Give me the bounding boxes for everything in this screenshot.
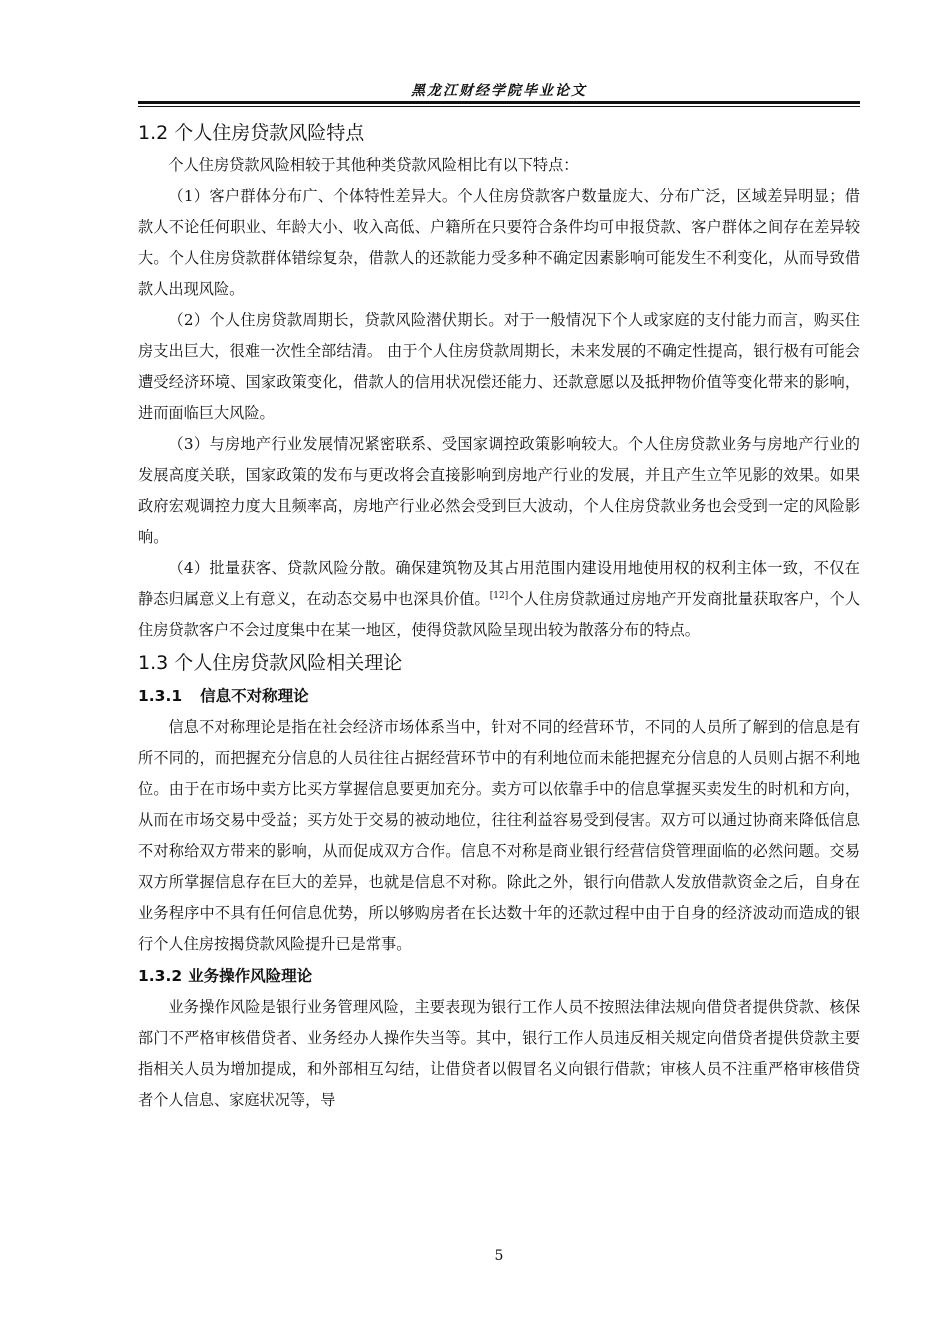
body-content	[138, 116, 860, 1116]
citation-reference[interactable]: [12]	[489, 590, 509, 601]
paragraph-feature-4-part-2: 个人住房贷款通过房地产开发商批量获取客户，个人住房贷款客户不会过度集中在某一地区，使得贷款风险呈现出较为散落分布的特点。	[138, 590, 861, 639]
subsection-title: 信息不对称理论	[200, 687, 309, 705]
paragraph-feature-4	[138, 553, 860, 646]
paragraph-intro: 个人住房贷款风险相较于其他种类贷款风险相比有以下特点：	[168, 156, 579, 174]
section-heading-1-2	[138, 116, 860, 150]
subsection-heading-1-3-1	[138, 680, 860, 712]
paragraph-feature-1: （1）客户群体分布广、个体特性差异大。个人住房贷款客户数量庞大、分布广泛，区域差异明显；借款人不论任何职业、年龄大小、收入高低、户籍所在只要符合条件均可申报贷款、客户群体之间存在差异较大。个人住房贷款群体错综复杂，借款人的还款能力受多种不确定因素影响可能发生不利变化，从而导致借款人出现风险。	[138, 187, 860, 298]
paragraph-feature-2: （2）个人住房贷款周期长，贷款风险潜伏期长。对于一般情况下个人或家庭的支付能力而言，购买住房支出巨大，很难一次性全部结清。 由于个人住房贷款周期长，未来发展的不确定性提高，银行极有可能会遭受经济环境、国家政策变化，借款人的信用状况偿还能力、还款意愿以及抵押物价值等变化带来的影响，进而面临巨大风险。	[138, 311, 860, 422]
subsection-number: 1.3.1	[138, 687, 183, 705]
subsection-title: 业务操作风险理论	[188, 967, 313, 985]
paragraph-information-asymmetry: 信息不对称理论是指在社会经济市场体系当中，针对不同的经营环节，不同的人员所了解到的信息是有所不同的，而把握充分信息的人员往往占据经营环节中的有利地位而未能把握充分信息的人员则占据不利地位。由于在市场中卖方比买方掌握信息要更加充分。卖方可以依靠手中的信息掌握买卖发生的时机和方向，从而在市场交易中受益；买方处于交易的被动地位，往往利益容易受到侵害。双方可以通过协商来降低信息不对称给双方带来的影响，从而促成双方合作。信息不对称是商业银行经营信贷管理面临的必然问题。交易双方所掌握信息存在巨大的差异，也就是信息不对称。除此之外，银行向借款人发放借款资金之后，自身在业务程序中不具有任何信息优势，所以够购房者在长达数十年的还款过程中由于自身的经济波动而造成的银行个人住房按揭贷款风险提升已是常事。	[138, 718, 860, 953]
paragraph-operational-risk: 业务操作风险是银行业务管理风险，主要表现为银行工作人员不按照法律法规向借贷者提供贷款、核保部门不严格审核借贷者、业务经办人操作失当等。其中，银行工作人员违反相关规定向借贷者提供贷款主要指相关人员为增加提成，和外部相互勾结，让借贷者以假冒名义向银行借款；审核人员不注重严格审核借贷者个人信息、家庭状况等，导	[138, 998, 860, 1109]
section-number: 1.2	[138, 122, 169, 144]
section-title: 个人住房贷款风险相关理论	[174, 652, 403, 674]
subsection-heading-1-3-2	[138, 960, 860, 992]
page-number: 5	[494, 1248, 504, 1264]
subsection-number: 1.3.2	[138, 967, 183, 985]
paragraph-feature-4-part-1: （4）批量获客、贷款风险分散。确保建筑物及其占用范围内建设用地使用权的权利主体一致，不仅在静态归属意义上有意义，在动态交易中也深具价值。	[138, 559, 860, 608]
header-rule-thin	[138, 106, 860, 107]
section-number: 1.3	[138, 652, 169, 674]
section-title: 个人住房贷款风险特点	[174, 122, 365, 144]
paragraph-feature-3: （3）与房地产行业发展情况紧密联系、受国家调控政策影响较大。个人住房贷款业务与房地产行业的发展高度关联，国家政策的发布与更改将会直接影响到房地产行业的发展，并且产生立竿见影的效果。如果政府宏观调控力度大且频率高，房地产行业必然会受到巨大波动，个人住房贷款业务也会受到一定的风险影响。	[138, 435, 860, 546]
running-header: 黑龙江财经学院毕业论文	[411, 83, 587, 99]
section-heading-1-3	[138, 646, 860, 680]
header-rule-thick	[138, 101, 860, 104]
